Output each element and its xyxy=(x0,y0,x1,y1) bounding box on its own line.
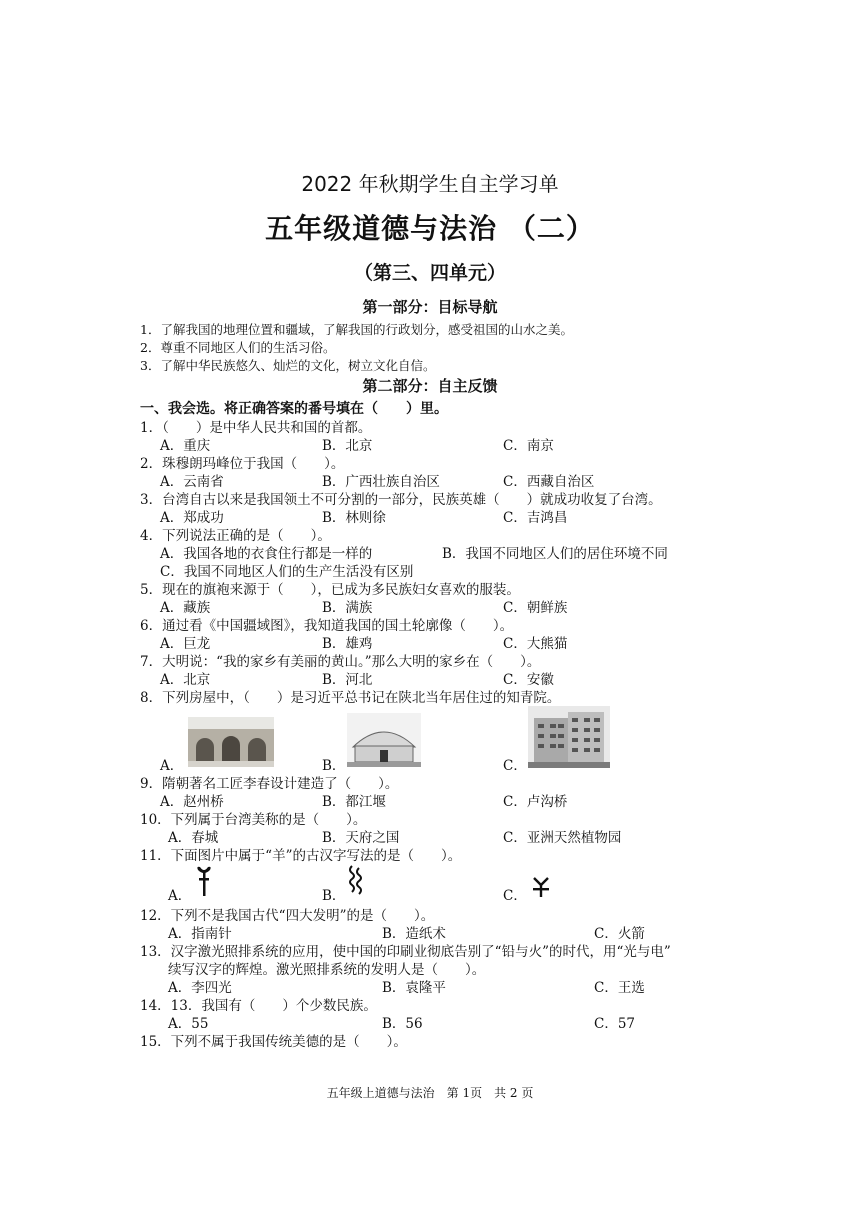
q2-option-c: C．西藏自治区 xyxy=(503,474,595,490)
page-title: 2022 年秋期学生自主学习单 xyxy=(301,172,559,196)
q4-option-c: C．我国不同地区人们的生产生活没有区别 xyxy=(160,564,414,580)
q7-option-b: B．河北 xyxy=(322,672,373,688)
ancient-glyph-c-icon xyxy=(531,876,551,898)
q8-option-a: A． xyxy=(160,758,184,774)
part2-heading: 第二部分：自主反馈 xyxy=(362,377,498,395)
q13-option-c: C．王选 xyxy=(594,980,645,996)
question-5: 5．现在的旗袍来源于（ ），已成为多民族妇女喜欢的服装。 xyxy=(140,582,520,598)
q5-option-a: A．藏族 xyxy=(160,600,211,616)
section1-heading: 一、我会选。将正确答案的番号填在（ ）里。 xyxy=(140,401,448,417)
q12-option-a: A．指南针 xyxy=(168,926,232,942)
q3-option-a: A．郑成功 xyxy=(160,510,224,526)
q5-option-c: C．朝鲜族 xyxy=(503,600,568,616)
q6-option-b: B．雄鸡 xyxy=(322,636,373,652)
ancient-glyph-a-icon xyxy=(194,864,214,898)
q11-option-c: C． xyxy=(503,888,527,904)
q2-option-b: B．广西壮族自治区 xyxy=(322,474,440,490)
q6-option-c: C．大熊猫 xyxy=(503,636,568,652)
q10-option-a: A．春城 xyxy=(168,830,219,846)
question-6: 6．通过看《中国疆域图》，我知道我国的国土轮廓像（ ）。 xyxy=(140,618,514,634)
q4-option-b: B．我国不同地区人们的居住环境不同 xyxy=(442,546,668,562)
q14-option-c: C．57 xyxy=(594,1016,636,1032)
q6-option-a: A．巨龙 xyxy=(160,636,211,652)
q2-option-a: A．云南省 xyxy=(160,474,224,490)
q9-option-a: A．赵州桥 xyxy=(160,794,224,810)
q14-option-b: B．56 xyxy=(382,1016,423,1032)
question-7: 7．大明说：“我的家乡有美丽的黄山。”那么大明的家乡在（ ）。 xyxy=(140,654,541,670)
page-footer: 五年级上道德与法治 第 1页 共 2 页 xyxy=(326,1086,534,1100)
q1-option-c: C．南京 xyxy=(503,438,554,454)
q10-option-b: B．天府之国 xyxy=(322,830,400,846)
q8-option-b: B． xyxy=(322,758,346,774)
question-14: 14．13．我国有（ ）个少数民族。 xyxy=(140,998,377,1014)
question-10: 10．下列属于台湾美称的是（ ）。 xyxy=(140,812,367,828)
q11-option-b: B． xyxy=(322,888,346,904)
q13-option-a: A．李四光 xyxy=(168,980,232,996)
q1-option-b: B．北京 xyxy=(322,438,373,454)
question-11: 11．下面图片中属于“羊”的古汉字写法的是（ ）。 xyxy=(140,848,462,864)
question-4: 4．下列说法正确的是（ ）。 xyxy=(140,528,331,544)
q5-option-b: B．满族 xyxy=(322,600,373,616)
yurt-photo xyxy=(347,713,421,767)
cave-dwelling-photo xyxy=(188,717,274,767)
question-9: 9．隋朝著名工匠李春设计建造了（ ）。 xyxy=(140,776,399,792)
question-13: 13．汉字激光照排系统的应用，使中国的印刷业彻底告别了“铅与火”的时代，用“光与电” xyxy=(140,944,671,960)
q12-option-c: C．火箭 xyxy=(594,926,645,942)
q4-option-a: A．我国各地的衣食住行都是一样的 xyxy=(160,546,373,562)
q7-option-c: C．安徽 xyxy=(503,672,554,688)
unit-title: （第三、四单元） xyxy=(353,262,506,284)
part1-heading: 第一部分：目标导航 xyxy=(362,298,498,316)
q7-option-a: A．北京 xyxy=(160,672,211,688)
q1-option-a: A．重庆 xyxy=(160,438,211,454)
q13-option-b: B．袁隆平 xyxy=(382,980,446,996)
subject-title: 五年级道德与法治 （二） xyxy=(265,212,595,245)
q14-option-a: A．55 xyxy=(168,1016,209,1032)
q3-option-b: B．林则徐 xyxy=(322,510,386,526)
question-15: 15．下列不属于我国传统美德的是（ ）。 xyxy=(140,1034,407,1050)
q3-option-c: C．吉鸿昌 xyxy=(503,510,568,526)
question-12: 12．下列不是我国古代“四大发明”的是（ ）。 xyxy=(140,908,435,924)
goal-1: 1．了解我国的地理位置和疆域，了解我国的行政划分，感受祖国的山水之美。 xyxy=(140,322,573,337)
ancient-glyph-b-icon xyxy=(346,864,366,896)
question-1: 1．（ ）是中华人民共和国的首都。 xyxy=(140,420,372,436)
question-2: 2．珠穆朗玛峰位于我国（ ）。 xyxy=(140,456,345,472)
question-3: 3．台湾自古以来是我国领土不可分割的一部分，民族英雄（ ）就成功收复了台湾。 xyxy=(140,492,662,508)
goal-2: 2．尊重不同地区人们的生活习俗。 xyxy=(140,340,336,355)
goal-3: 3．了解中华民族悠久、灿烂的文化，树立文化自信。 xyxy=(140,358,436,373)
q8-option-c: C． xyxy=(503,758,527,774)
q11-option-a: A． xyxy=(168,888,192,904)
q9-option-c: C．卢沟桥 xyxy=(503,794,568,810)
q10-option-c: C．亚洲天然植物园 xyxy=(503,830,622,846)
q9-option-b: B．都江堰 xyxy=(322,794,386,810)
q12-option-b: B．造纸术 xyxy=(382,926,446,942)
question-13-continued: 续写汉字的辉煌。激光照排系统的发明人是（ ）。 xyxy=(168,962,486,978)
question-8: 8．下列房屋中，（ ）是习近平总书记在陕北当年居住过的知青院。 xyxy=(140,690,561,706)
apartment-building-photo xyxy=(528,706,610,768)
